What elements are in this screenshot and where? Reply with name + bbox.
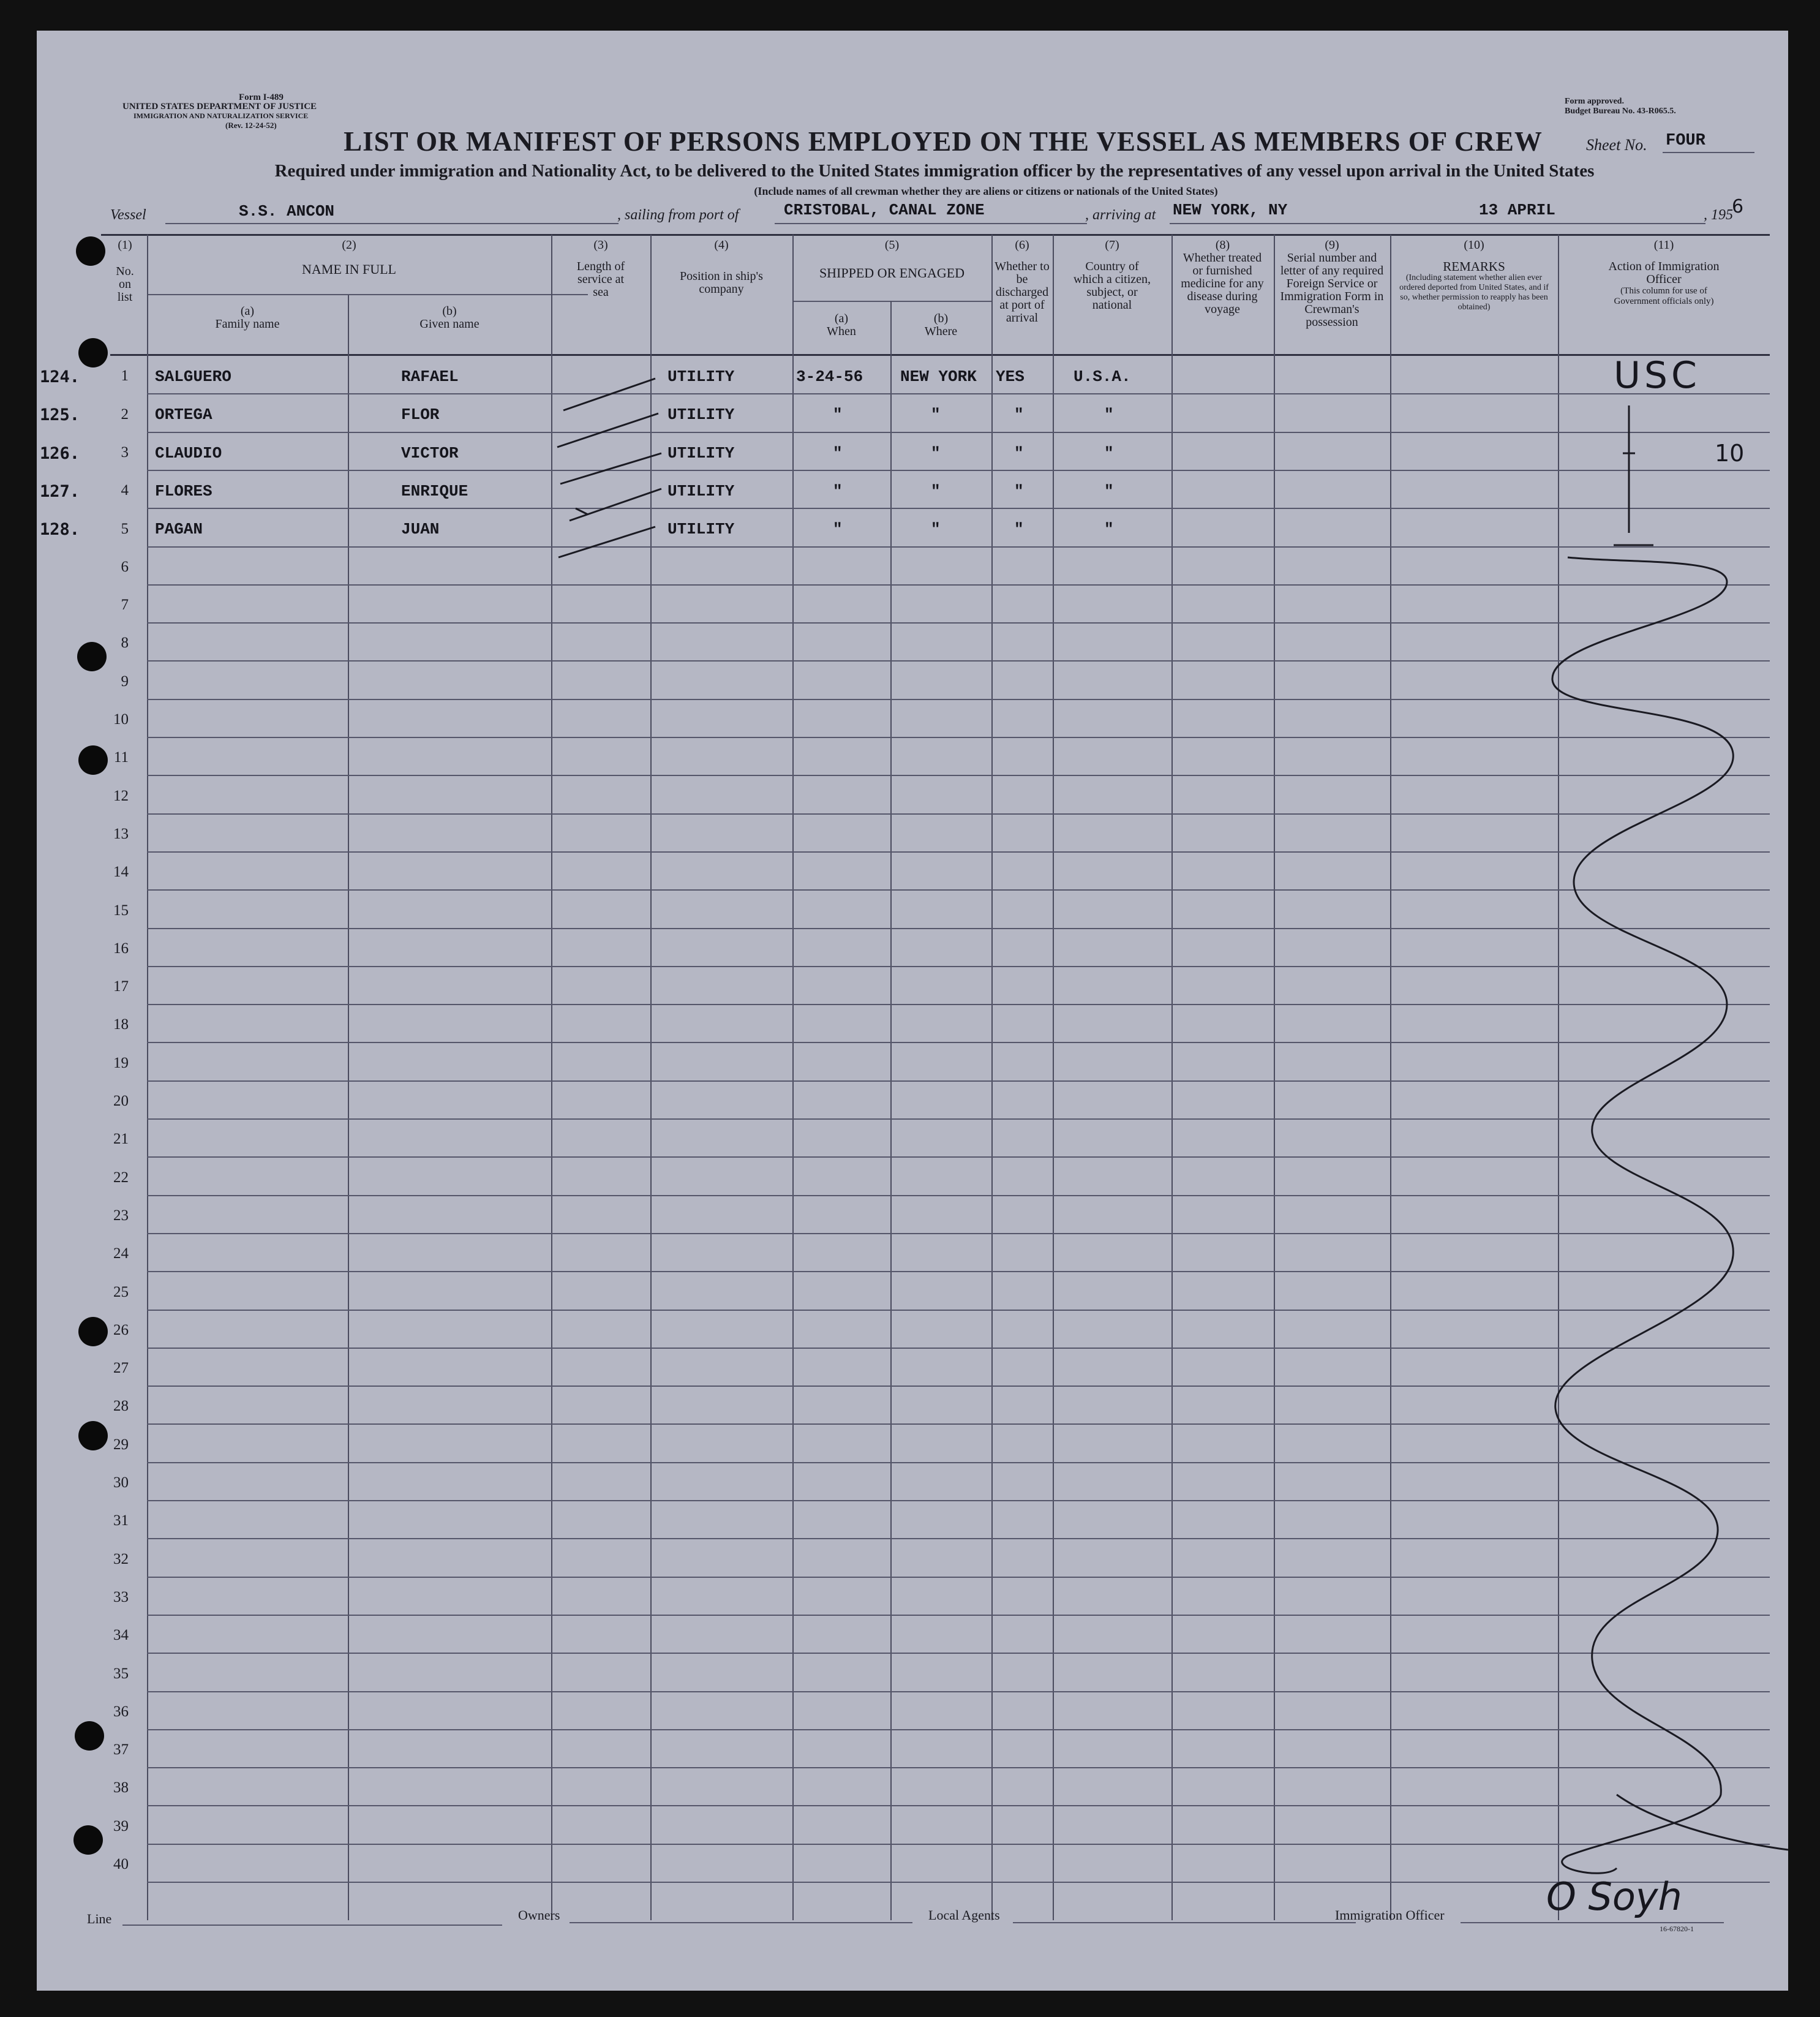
position-cell: UTILITY <box>667 520 735 538</box>
row-number: 21 <box>113 1131 129 1147</box>
shipped-where-cell: " <box>931 444 941 462</box>
punch-hole <box>78 1421 108 1450</box>
print-code: 16-67820-1 <box>1660 1925 1694 1933</box>
shipped-when-cell: " <box>833 405 843 424</box>
row-number: 1 <box>121 368 129 384</box>
officer-signature: O Soyh <box>1546 1874 1682 1919</box>
country-cell: " <box>1104 520 1114 538</box>
given-name-cell: VICTOR <box>401 444 459 462</box>
punch-hole <box>73 1825 103 1855</box>
given-name-cell: RAFAEL <box>401 368 459 386</box>
discharged-cell: " <box>1014 482 1024 500</box>
sheet-label: Sheet No. <box>1586 136 1647 154</box>
col6-header: (6) Whether to be discharged at port of arrival <box>995 238 1050 325</box>
form-approved: Form approved. <box>1565 97 1624 106</box>
family-name-cell: ORTEGA <box>155 405 212 424</box>
sheet-number: FOUR <box>1666 132 1705 150</box>
row-number: 26 <box>113 1322 129 1338</box>
footer-officer-label: Immigration Officer <box>1335 1907 1445 1923</box>
row-number: 35 <box>113 1665 129 1682</box>
row-number: 13 <box>113 826 129 842</box>
shipped-where-cell: NEW YORK <box>900 368 977 386</box>
manifest-sheet <box>37 31 1788 1991</box>
country-cell: " <box>1104 482 1114 500</box>
usc-annotation: USC <box>1614 354 1701 397</box>
row-number: 23 <box>113 1207 129 1224</box>
shipped-when-cell: 3-24-56 <box>796 368 863 386</box>
col3-header: (3) Length of service at sea <box>576 238 625 299</box>
row-number: 40 <box>113 1856 129 1872</box>
shipped-when-cell: " <box>833 482 843 500</box>
col5a-header: (a) When <box>827 312 856 338</box>
col11-header: (11) Action of Immigration Officer (This column for use of Government officials only) <box>1608 238 1720 306</box>
given-name-cell: FLOR <box>401 405 440 424</box>
page-title: LIST OR MANIFEST OF PERSONS EMPLOYED ON THE VESSEL AS MEMBERS OF CREW <box>344 126 1543 157</box>
row-number: 4 <box>121 482 129 499</box>
given-name-cell: ENRIQUE <box>401 482 468 500</box>
row-number: 7 <box>121 597 129 613</box>
row-number: 10 <box>113 711 129 728</box>
row-number: 31 <box>113 1512 129 1529</box>
service-name: IMMIGRATION AND NATURALIZATION SERVICE <box>133 111 309 120</box>
handwriting-overlay <box>37 31 1788 1991</box>
col9-header: (9) Serial number and letter of any required Foreign Service or Immigration Form in Crewman's possession <box>1280 238 1384 329</box>
row-number: 34 <box>113 1627 129 1643</box>
department-name: UNITED STATES DEPARTMENT OF JUSTICE <box>122 102 317 111</box>
form-subtitle: Required under immigration and Nationality Act, to be delivered to the United States immigration officer by the representatives of any vessel upon arrival in the United States <box>274 161 1595 181</box>
row-number: 22 <box>113 1169 129 1186</box>
col1-header: (1) No. on list <box>116 238 134 304</box>
punch-hole <box>75 1721 104 1751</box>
row-number: 27 <box>113 1360 129 1376</box>
row-number: 29 <box>113 1436 129 1453</box>
row-number: 36 <box>113 1703 129 1720</box>
family-name-cell: CLAUDIO <box>155 444 222 462</box>
country-cell: " <box>1104 444 1114 462</box>
row-number: 28 <box>113 1398 129 1414</box>
row-number: 9 <box>121 673 129 690</box>
col7-header: (7) Country of which a citizen, subject, or national <box>1073 238 1151 312</box>
slash-mark <box>558 527 655 557</box>
cancel-wave-line <box>1552 557 1733 1873</box>
col8-header: (8) Whether treated or furnished medicine for any disease during voyage <box>1181 238 1264 316</box>
manifest-line-number: 126. <box>39 444 80 463</box>
row-number: 20 <box>113 1093 129 1109</box>
manifest-line-number: 128. <box>39 520 80 539</box>
given-name-cell: JUAN <box>401 520 440 538</box>
row-number: 3 <box>121 444 129 461</box>
arriving-label: , arriving at <box>1085 207 1156 223</box>
family-name-cell: FLORES <box>155 482 212 500</box>
arrival-date: 13 APRIL <box>1479 201 1555 219</box>
punch-hole <box>78 338 108 368</box>
cancel-tail-line <box>1617 1795 1788 1850</box>
port-of-departure: CRISTOBAL, CANAL ZONE <box>784 201 985 219</box>
row-number: 12 <box>113 788 129 804</box>
discharged-cell: " <box>1014 520 1024 538</box>
row-number: 17 <box>113 978 129 995</box>
manifest-line-number: 124. <box>39 368 80 386</box>
position-cell: UTILITY <box>667 405 735 424</box>
manifest-line-number: 127. <box>39 482 80 501</box>
family-name-cell: PAGAN <box>155 520 203 538</box>
punch-hole <box>76 236 105 266</box>
slash-mark <box>557 413 658 447</box>
punch-hole <box>77 642 107 671</box>
col5-header: (5) SHIPPED OR ENGAGED <box>819 238 965 281</box>
shipped-when-cell: " <box>833 444 843 462</box>
footer-owners-label: Owners <box>518 1907 560 1923</box>
row-number: 16 <box>113 940 129 957</box>
row-number: 15 <box>113 902 129 919</box>
discharged-cell: " <box>1014 405 1024 424</box>
row-number: 19 <box>113 1055 129 1071</box>
col2b-header: (b) Given name <box>419 304 479 331</box>
form-note: (Include names of all crewman whether they are aliens or citizens or nationals of the United States) <box>754 185 1218 197</box>
year-prefix: , 195 <box>1704 207 1733 223</box>
footer-agents-label: Local Agents <box>928 1907 1000 1923</box>
slash-mark <box>560 453 661 484</box>
family-name-cell: SALGUERO <box>155 368 231 386</box>
slash-mark <box>570 489 661 521</box>
row-number: 2 <box>121 406 129 423</box>
row-number: 5 <box>121 521 129 537</box>
port-of-arrival: NEW YORK, NY <box>1173 201 1288 219</box>
row-number: 30 <box>113 1474 129 1491</box>
shipped-where-cell: " <box>931 405 941 424</box>
shipped-where-cell: " <box>931 520 941 538</box>
row-number: 33 <box>113 1589 129 1605</box>
row-number: 37 <box>113 1741 129 1758</box>
shipped-where-cell: " <box>931 482 941 500</box>
form-number: Form I-489 <box>239 92 284 102</box>
position-cell: UTILITY <box>667 444 735 462</box>
row-number: 8 <box>121 635 129 651</box>
discharged-cell: YES <box>996 368 1025 386</box>
manifest-line-number: 125. <box>39 405 80 424</box>
vessel-label: Vessel <box>110 207 146 223</box>
col2a-header: (a) Family name <box>215 304 280 331</box>
form-revision: (Rev. 12-24-52) <box>225 121 277 130</box>
slash-mark <box>563 379 655 410</box>
sailing-label: , sailing from port of <box>617 207 739 223</box>
row-number: 32 <box>113 1551 129 1567</box>
year-digit: 6 <box>1732 196 1744 217</box>
row-number: 18 <box>113 1016 129 1033</box>
punch-hole <box>78 745 108 775</box>
row-number: 39 <box>113 1818 129 1834</box>
row-number: 14 <box>113 864 129 880</box>
row-number: 25 <box>113 1284 129 1300</box>
discharged-cell: " <box>1014 444 1024 462</box>
row-number: 24 <box>113 1245 129 1262</box>
position-cell: UTILITY <box>667 368 735 386</box>
country-cell: " <box>1104 405 1114 424</box>
count-annotation: 10 <box>1715 440 1745 467</box>
budget-bureau: Budget Bureau No. 43-R065.5. <box>1565 107 1676 116</box>
punch-hole <box>78 1317 108 1346</box>
shipped-when-cell: " <box>833 520 843 538</box>
footer-line-label: Line <box>87 1911 112 1926</box>
position-cell: UTILITY <box>667 482 735 500</box>
row-number: 6 <box>121 559 129 575</box>
col2-header: (2) NAME IN FULL <box>302 238 396 277</box>
row-number: 11 <box>113 749 129 766</box>
col5b-header: (b) Where <box>924 312 958 338</box>
country-cell: U.S.A. <box>1074 368 1131 386</box>
row-number: 38 <box>113 1779 129 1796</box>
col4-header: (4) Position in ship's company <box>680 238 763 296</box>
col10-header: (10) REMARKS (Including statement whether alien ever ordered deported from United States, and if so, whether permission to reapply has been obtained) <box>1399 238 1549 312</box>
vessel-name: S.S. ANCON <box>239 202 335 221</box>
bracket-mark <box>1614 405 1653 545</box>
